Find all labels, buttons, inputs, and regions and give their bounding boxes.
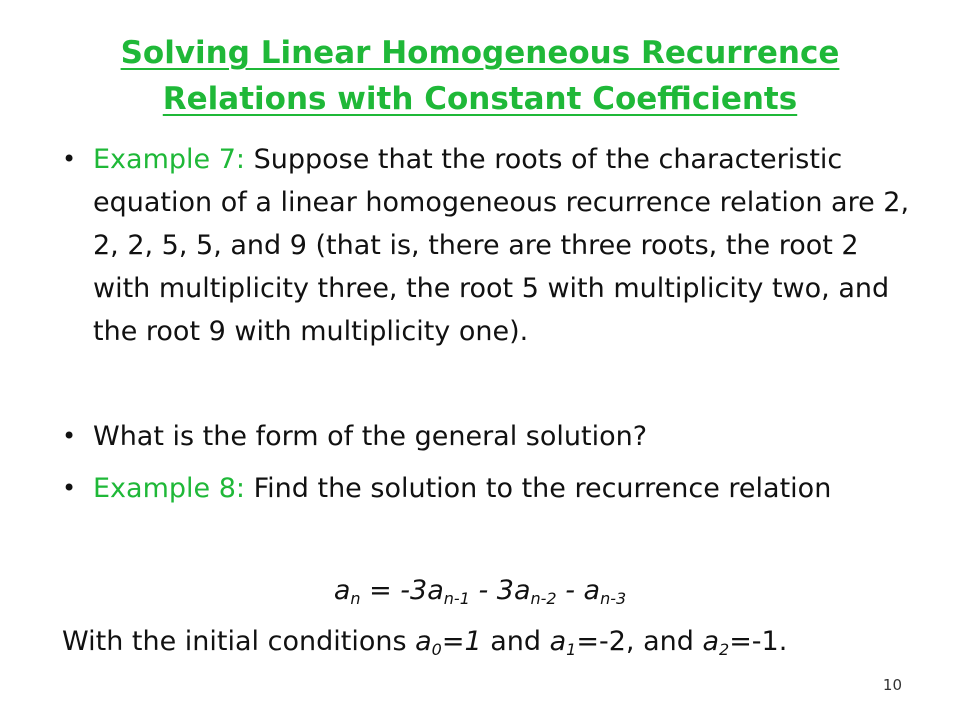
bullet-content [93,467,922,510]
conditions-subscript: 1 [566,640,577,659]
page-number: 10 [882,676,902,694]
recurrence-equation [0,573,960,609]
bullet-dot-icon: • [62,145,77,173]
bullet-question [62,415,922,458]
eq-subscript: n-1 [443,589,470,608]
bullet-example-7 [62,138,922,353]
question-text: What is the form of the general solution? [93,421,648,452]
conditions-subscript: 0 [431,640,442,659]
example-text: Find the solution to the recurrence relation [245,473,832,504]
eq-subscript: n-3 [600,589,627,608]
slide-title [60,30,900,122]
eq-term: - 3a [469,575,531,606]
example-label: Example 8: [93,473,245,504]
conditions-var: a [702,626,719,657]
eq-subscript: n-2 [530,589,557,608]
example-label: Example 7: [93,144,245,175]
eq-term: a [333,575,351,606]
bullet-dot-icon: • [62,422,77,450]
conditions-var: a [415,626,432,657]
bullet-content [93,138,922,353]
bullet-dot-icon: • [62,474,77,502]
bullet-content [93,415,922,458]
conditions-text: With the initial conditions [62,626,416,657]
conditions-var: a [549,626,567,657]
conditions-value: =1 [441,626,482,657]
conditions-value: =-2, and [576,626,703,657]
bullet-example-8 [62,467,922,510]
conditions-text: and [481,626,550,657]
slide-title-line-2: Relations with Constant Coefficients [162,81,798,117]
example-text: Suppose that the roots of the characteristic equation of a linear homogeneous recurrence relation are 2, 2, 2, 5, 5, and 9 (that is, there are three roots, the root 2 with multiplicity three, the root 5 with multiplicity two, and the root 9 with multiplicity one). [93,144,910,347]
eq-term: = -3a [360,575,444,606]
eq-subscript: n [350,589,361,608]
conditions-value: =-1. [729,626,788,657]
slide-title-line-1: Solving Linear Homogeneous Recurrence [120,35,840,71]
eq-term: - a [556,575,601,606]
initial-conditions [62,624,942,660]
conditions-subscript: 2 [719,640,730,659]
